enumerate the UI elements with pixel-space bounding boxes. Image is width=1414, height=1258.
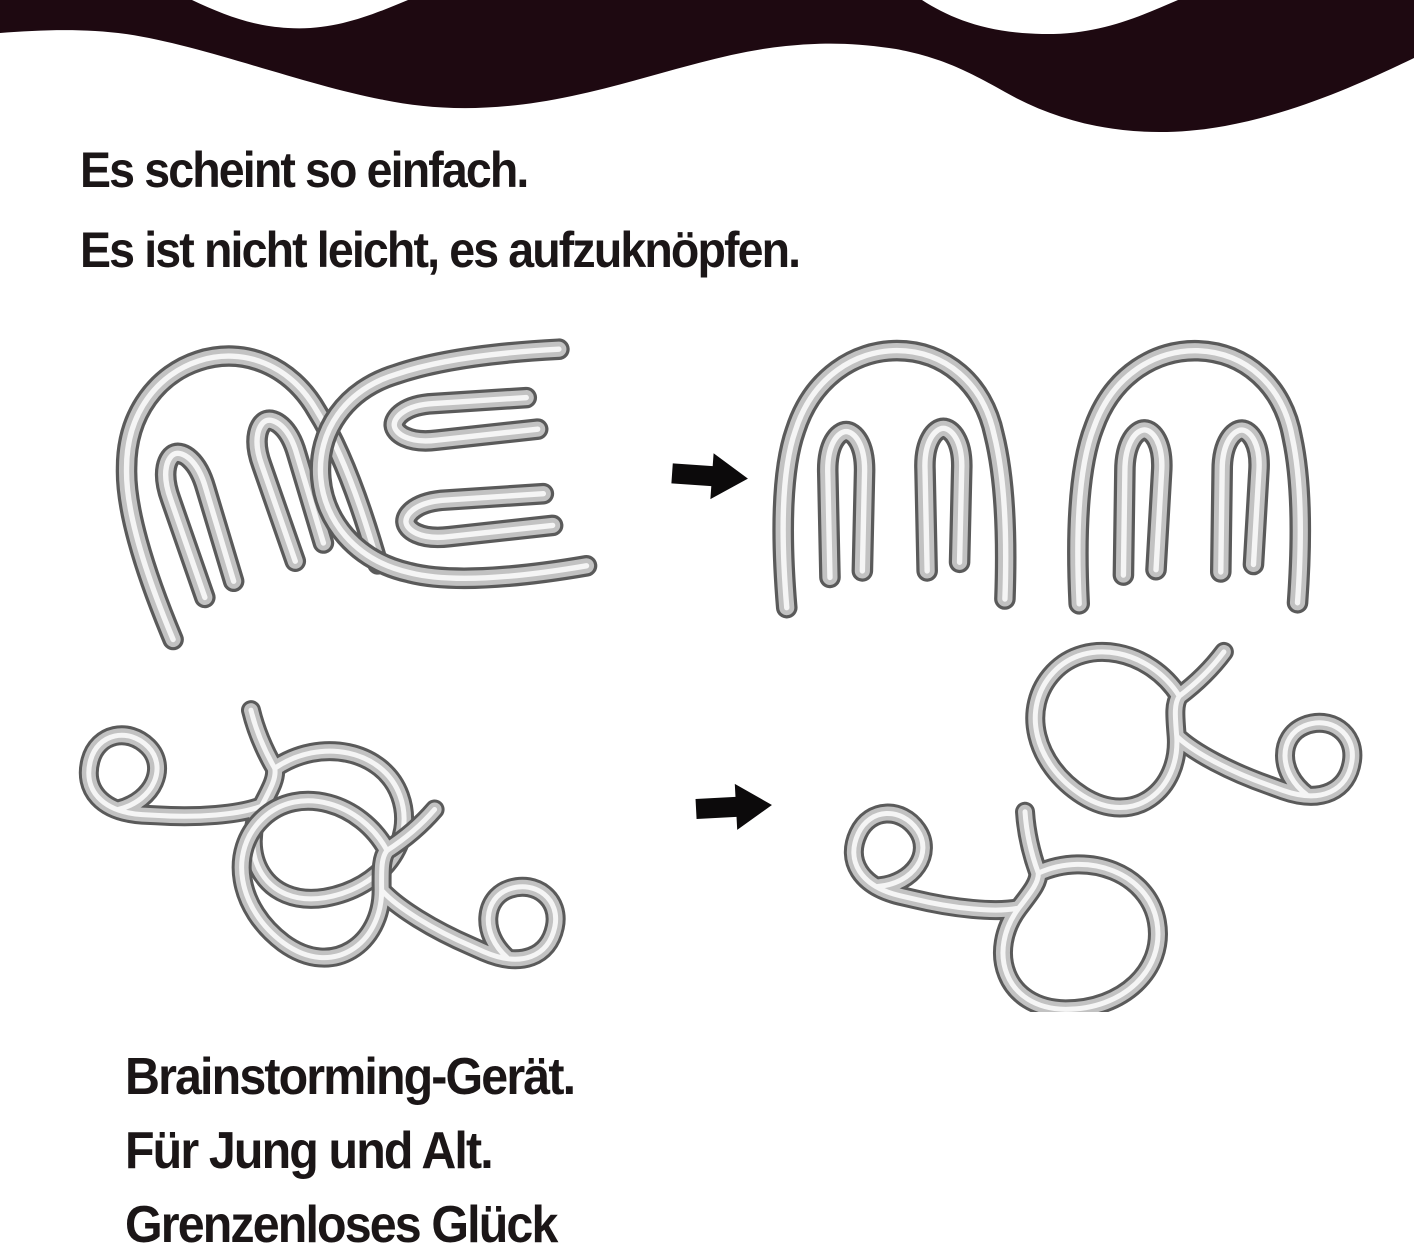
arrow-shape xyxy=(670,450,749,501)
loop-piece-top xyxy=(1024,627,1365,839)
headline xyxy=(80,130,799,290)
footer-line2: Für Jung und Alt. xyxy=(125,1122,492,1180)
separated-loops-figure xyxy=(815,612,1375,1012)
horseshoe-piece-right xyxy=(1076,347,1307,612)
arrow-right-icon xyxy=(692,778,776,836)
arrow-right-icon xyxy=(668,448,752,506)
entangled-horseshoes-figure xyxy=(40,328,615,658)
loop-piece-bottom xyxy=(825,752,1187,1012)
horseshoe-piece-left xyxy=(783,351,1005,608)
wave-band xyxy=(0,0,1414,150)
separated-horseshoes-figure xyxy=(765,330,1340,625)
arrow-shape xyxy=(695,782,773,832)
headline-line1: Es scheint so einfach. xyxy=(80,142,528,198)
footer-slogan xyxy=(125,1040,574,1258)
wave-shape xyxy=(0,0,1414,132)
entangled-loops-figure xyxy=(45,655,665,985)
wire-stroke-highlight xyxy=(783,351,1005,608)
wire-stroke-mid xyxy=(90,328,381,641)
headline-line2: Es ist nicht leicht, es aufzuknöpfen. xyxy=(80,222,800,278)
footer-line1: Brainstorming-Gerät. xyxy=(125,1048,575,1106)
horseshoe-piece-tilted xyxy=(90,328,381,641)
footer-line3: Grenzenloses Glück xyxy=(125,1196,557,1254)
